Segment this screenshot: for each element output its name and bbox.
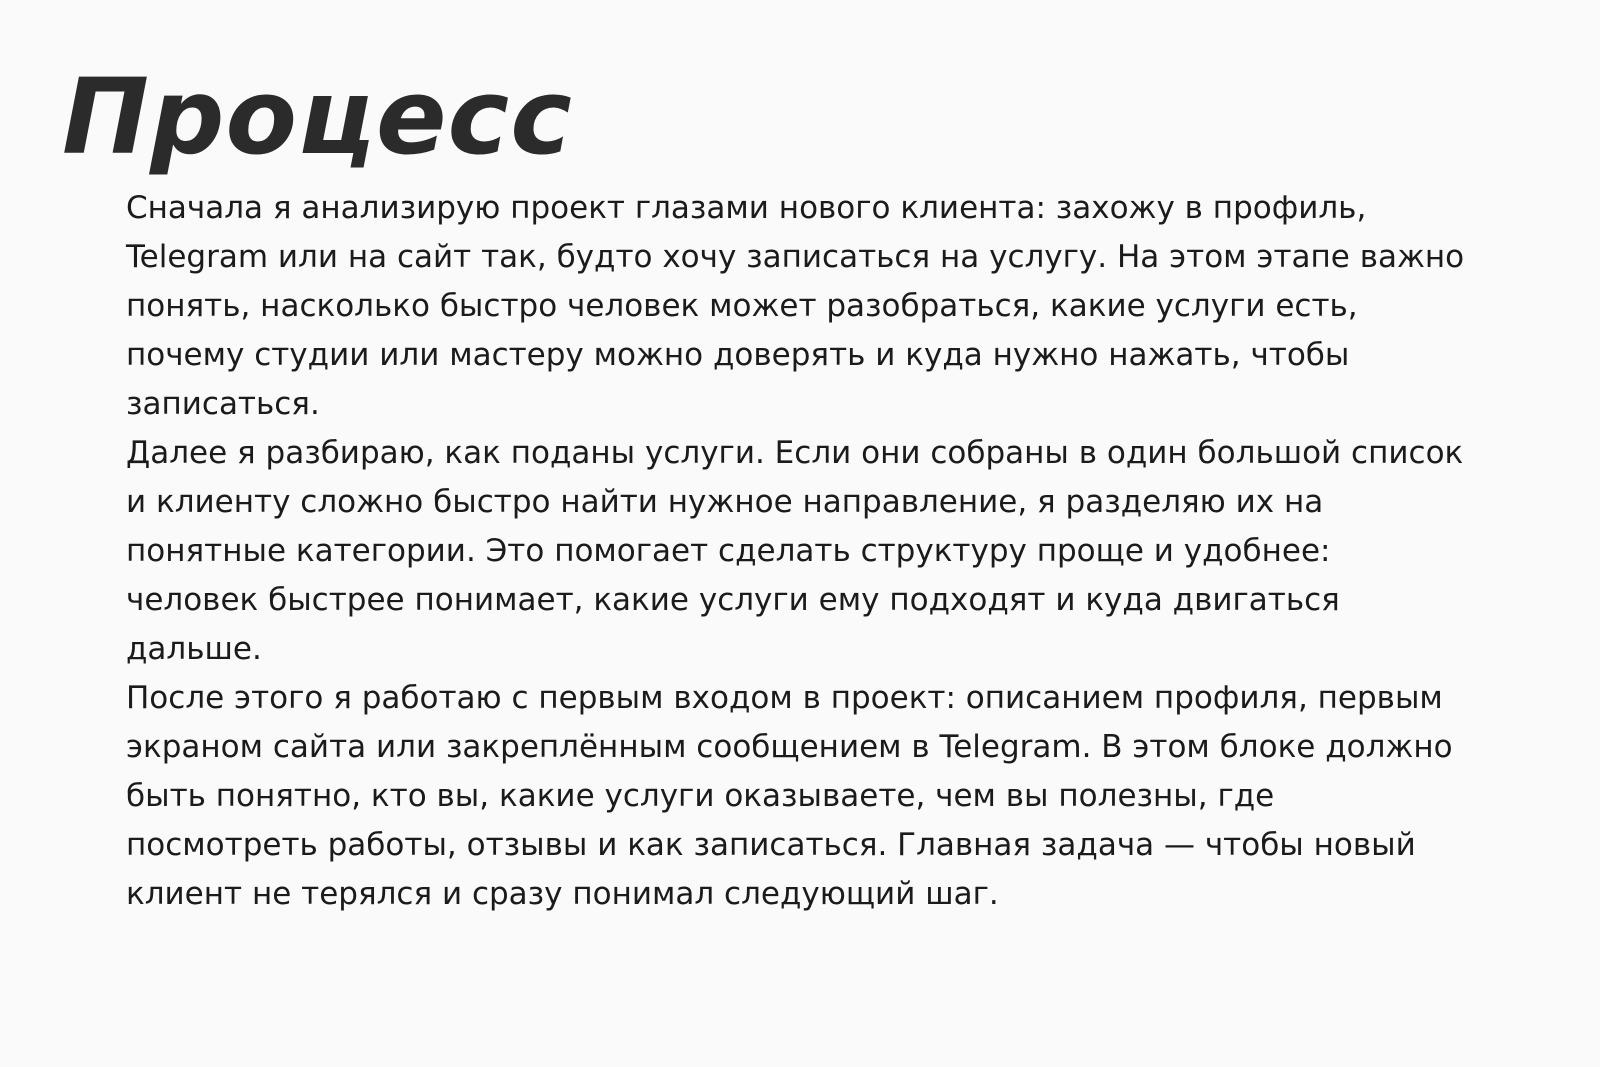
- paragraph-2: Далее я разбираю, как поданы услуги. Если они собраны в один большой список и клиенту сложно быстро найти нужное направление, я разделяю их на понятные категории. Это помогает сделать структуру проще и удобнее: человек быстрее понимает, какие услуги ему подходят и куда двигаться дальше.: [126, 435, 1464, 667]
- page-title: Процесс: [62, 56, 573, 178]
- paragraph-1: Сначала я анализирую проект глазами нового клиента: захожу в профиль, Telegram или на сайт так, будто хочу записаться на услугу. На этом этапе важно понять, насколько быстро человек может разобраться, какие услуги есть, почему студии или мастеру можно доверять и куда нужно нажать, чтобы записаться.: [126, 190, 1465, 422]
- paragraph-3: После этого я работаю с первым входом в проект: описанием профиля, первым экраном сайта или закреплённым сообщением в Telegram. В этом блоке должно быть понятно, кто вы, какие услуги оказываете, чем вы полезны, где посмотреть работы, отзывы и как записаться. Главная задача — чтобы новый клиент не терялся и сразу понимал следующий шаг.: [126, 680, 1453, 912]
- body-text: [126, 184, 1466, 919]
